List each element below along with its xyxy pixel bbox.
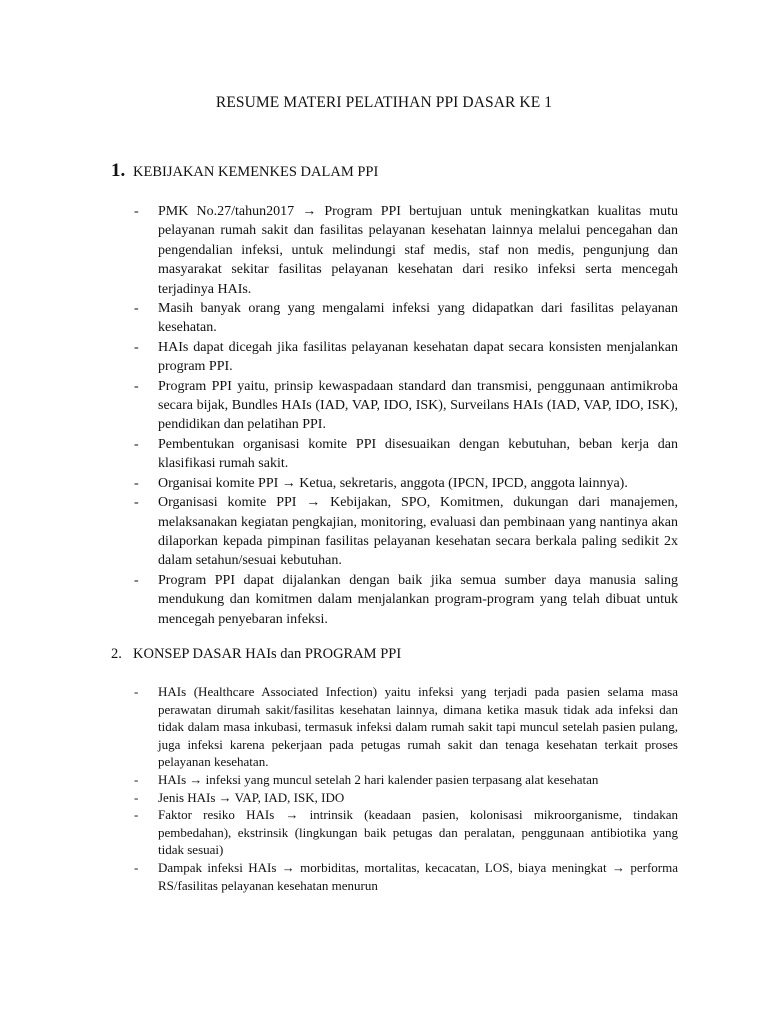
section-number: 1. — [111, 160, 126, 181]
list-item-text: Organisasi komite PPI → Kebijakan, SPO, Komitmen, dukungan dari manajemen, melaksanakan kegiatan pengkajian, monitoring, evaluasi dan pembinaan yang nantinya akan dilaporkan kepada pimpinan fasilitas pelayanan kesehatan secara berkala paling sedikit 2x dalam setahun/sesuai kebutuhan. — [158, 495, 678, 569]
list-item-text: PMK No.27/tahun2017 → Program PPI bertujuan untuk meningkatkan kualitas mutu pelayanan rumah sakit dan fasilitas pelayanan kesehatan lainnya melalui pencegahan dan pengendalian infeksi, untuk melindungi staf medis, staf non medis, pengunjung dan masyarakat sekitar fasilitas pelayanan kesehatan dari resiko infeksi serta mencegah terjadinya HAIs. — [158, 204, 678, 297]
list-item: - Pembentukan organisasi komite PPI disesuaikan dengan kebutuhan, beban kerja dan klasifikasi rumah sakit. — [134, 436, 678, 472]
section-1-list — [131, 202, 678, 629]
list-item-text: Jenis HAIs → VAP, IAD, ISK, IDO — [158, 789, 345, 805]
list-item: - Masih banyak orang yang mengalami infeksi yang didapatkan dari fasilitas pelayanan kesehatan. — [134, 301, 678, 336]
list-item: - HAIs → infeksi yang muncul setelah 2 hari kalender pasien terpasang alat kesehatan — [134, 771, 599, 787]
list-item: - HAIs (Healthcare Associated Infection) yaitu infeksi yang terjadi pada pasien selama masa perawatan dirumah sakit/fasilitas kesehatan lainnya, dimana ketika masuk tidak ada infeksi dan tidak dalam masa inkubasi, termasuk infeksi dalam rumah sakit tapi muncul setelah pasien pulang, juga infeksi karena pekerjaan pada petugas rumah sakit dan tenaga kesehatan terkait proses pelayanan kesehatan. — [134, 684, 678, 770]
document-title: RESUME MATERI PELATIHAN PPI DASAR KE 1 — [215, 94, 553, 111]
list-item: - Dampak infeksi HAIs → morbiditas, mortalitas, kecacatan, LOS, biaya meningkat → performa RS/fasilitas pelayanan kesehatan menurun — [134, 859, 678, 893]
list-item-text: Program PPI yaitu, prinsip kewaspadaan standard dan transmisi, penggunaan antimikroba secara bijak, Bundles HAIs (IAD, VAP, IDO, ISK), Surveilans HAIs (IAD, VAP, IDO, ISK), pendidikan dan pelatihan PPI. — [158, 378, 678, 433]
section-title: KONSEP DASAR HAIs dan PROGRAM PPI — [133, 646, 402, 662]
list-item: - Program PPI dapat dijalankan dengan baik jika semua sumber daya manusia saling mendukung dan komitmen dalam menjalankan program-program yang telah dibuat untuk mencegah penyebaran infeksi. — [134, 572, 678, 627]
list-item: - Organisasi komite PPI → Kebijakan, SPO, Komitmen, dukungan dari manajemen, melaksanakan kegiatan pengkajian, monitoring, evaluasi dan pembinaan yang nantinya akan dilaporkan kepada pimpinan fasilitas pelayanan kesehatan secara berkala paling sedikit 2x dalam setahun/sesuai kebutuhan. — [134, 495, 678, 569]
list-item: - Jenis HAIs → VAP, IAD, ISK, IDO — [134, 789, 345, 805]
list-item-text: Faktor resiko HAIs → intrinsik (keadaan pasien, kolonisasi mikroorganisme, tindakan pembedahan), ekstrinsik (lingkungan baik petugas dan peralatan, penggunaan antibiotika yang tidak sesuai) — [158, 807, 678, 858]
list-item: - Organisai komite PPI → Ketua, sekretaris, anggota (IPCN, IPCD, anggota lainnya). — [134, 475, 628, 491]
list-item-text: Dampak infeksi HAIs → morbiditas, mortalitas, kecacatan, LOS, biaya meningkat → performa RS/fasilitas pelayanan kesehatan menurun — [158, 859, 678, 893]
list-item-text: HAIs (Healthcare Associated Infection) yaitu infeksi yang terjadi pada pasien selama masa perawatan dirumah sakit/fasilitas kesehatan lainnya, dimana ketika masuk tidak ada infeksi dan tidak dalam masa inkubasi, termasuk infeksi dalam rumah sakit tapi muncul setelah pasien pulang, juga infeksi karena pekerjaan pada petugas rumah sakit dan tenaga kesehatan terkait proses pelayanan kesehatan. — [158, 684, 678, 770]
section-title: KEBIJAKAN KEMENKES DALAM PPI — [133, 164, 379, 180]
list-item-text: Masih banyak orang yang mengalami infeksi yang didapatkan dari fasilitas pelayanan kesehatan. — [158, 301, 678, 336]
list-item: - PMK No.27/tahun2017 → Program PPI bertujuan untuk meningkatkan kualitas mutu pelayanan rumah sakit dan fasilitas pelayanan kesehatan lainnya melalui pencegahan dan pengendalian infeksi, untuk melindungi staf medis, staf non medis, pengunjung dan masyarakat sekitar fasilitas pelayanan kesehatan dari resiko infeksi serta mencegah terjadinya HAIs. — [134, 204, 678, 297]
list-item: - HAIs dapat dicegah jika fasilitas pelayanan kesehatan dapat secara konsisten menjalankan program PPI. — [134, 339, 678, 375]
list-item-text: HAIs dapat dicegah jika fasilitas pelayanan kesehatan dapat secara konsisten menjalankan program PPI. — [158, 339, 678, 375]
list-item-text: Program PPI dapat dijalankan dengan baik jika semua sumber daya manusia saling mendukung dan komitmen dalam menjalankan program-program yang telah dibuat untuk mencegah penyebaran infeksi. — [158, 572, 678, 627]
section-1-heading — [111, 160, 378, 182]
section-number: 2. — [111, 646, 122, 662]
list-item-text: Pembentukan organisasi komite PPI disesuaikan dengan kebutuhan, beban kerja dan klasifikasi rumah sakit. — [158, 436, 678, 472]
section-2-list — [131, 683, 678, 894]
section-2-heading — [111, 646, 401, 663]
list-item-text: HAIs → infeksi yang muncul setelah 2 hari kalender pasien terpasang alat kesehatan — [158, 771, 599, 787]
list-item-text: Organisai komite PPI → Ketua, sekretaris, anggota (IPCN, IPCD, anggota lainnya). — [158, 475, 628, 491]
list-item: - Faktor resiko HAIs → intrinsik (keadaan pasien, kolonisasi mikroorganisme, tindakan pembedahan), ekstrinsik (lingkungan baik petugas dan peralatan, penggunaan antibiotika yang tidak sesuai) — [134, 807, 678, 858]
list-item: - Program PPI yaitu, prinsip kewaspadaan standard dan transmisi, penggunaan antimikroba secara bijak, Bundles HAIs (IAD, VAP, IDO, ISK), Surveilans HAIs (IAD, VAP, IDO, ISK), pendidikan dan pelatihan PPI. — [134, 378, 678, 433]
